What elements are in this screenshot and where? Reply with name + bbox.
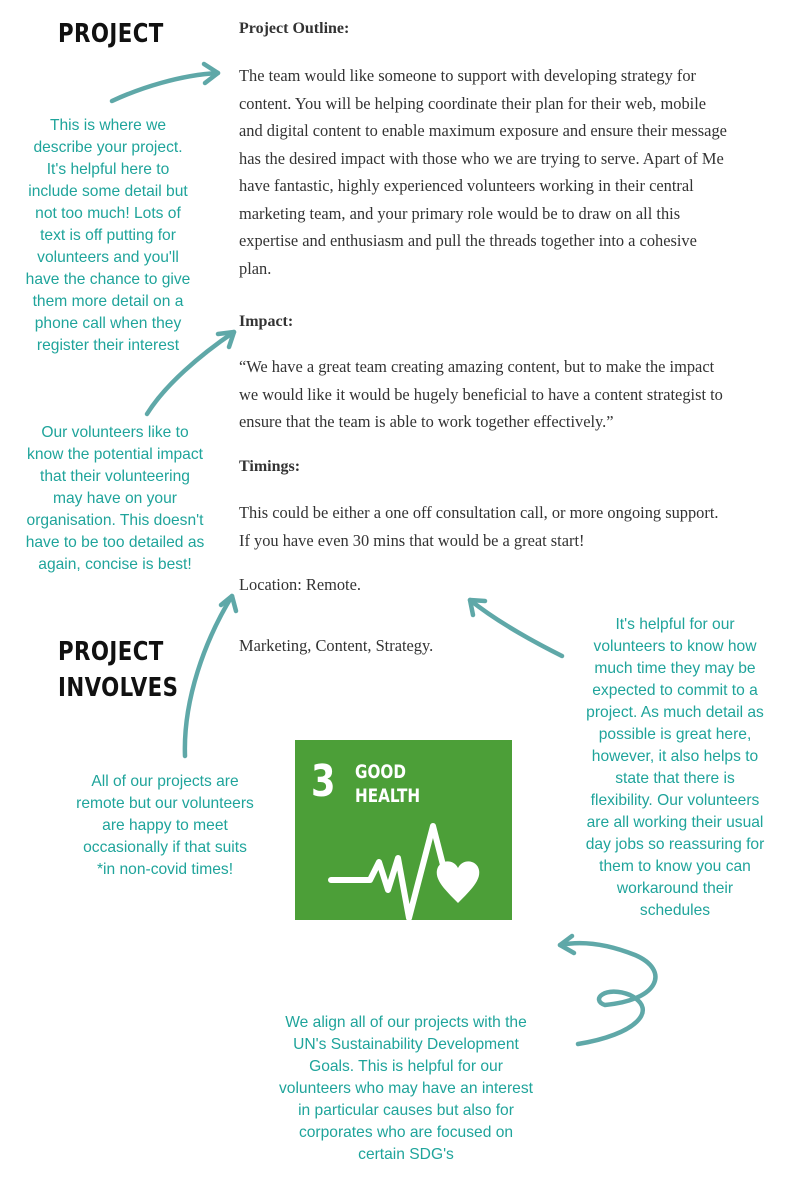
sdg-title: GOOD HEALTH	[355, 761, 421, 807]
note-line: certain SDG's	[358, 1146, 454, 1163]
note-line: that their volunteering	[40, 468, 190, 485]
note-line: volunteers to know how	[593, 638, 757, 655]
note-line: are all working their usual	[586, 814, 764, 831]
note-line: expected to commit to a	[592, 682, 758, 699]
note-line: flexibility. Our volunteers	[590, 792, 760, 809]
outline-line: expertise and enthusiasm and pull the threads together into a cohesive	[239, 231, 697, 250]
note-line: text is off putting for	[40, 227, 176, 244]
note-line: All of our projects are	[91, 773, 239, 790]
note-line: them to know you can	[599, 858, 751, 875]
note-line: schedules	[639, 902, 711, 919]
heading-project-involves-line1: PROJECT	[58, 637, 164, 667]
arrow-to-impact	[147, 332, 234, 414]
note-line: know the potential impact	[27, 446, 203, 463]
outline-line: marketing team, and your primary role would be to draw on all this	[239, 203, 681, 223]
note-line: organisation. This doesn't	[26, 512, 204, 529]
note-line: volunteers and you'll	[37, 249, 179, 266]
note-line: may have on your	[53, 490, 177, 507]
note-line: We align all of our projects with the	[285, 1014, 527, 1031]
note-line: occasionally if that suits	[83, 839, 247, 856]
note-line: This is where we	[49, 117, 167, 134]
outline-line: have fantastic, highly experienced volunteers working in their central	[239, 176, 694, 195]
outline-title: Project Outline:	[239, 20, 350, 37]
timings-line: If you have even 30 mins that would be a great start!	[239, 530, 585, 550]
arrow-to-sdg-badge	[560, 936, 655, 1044]
impact-title: Impact:	[239, 313, 294, 330]
note-line: however, it also helps to	[591, 748, 759, 765]
note-line: It's helpful here to	[46, 161, 170, 178]
note-line: in particular causes but also for	[298, 1102, 514, 1119]
note-line: Our volunteers like to	[41, 424, 189, 441]
note-line: not too much! Lots of	[35, 205, 181, 222]
heading-project-involves-line2: INVOLVES	[58, 673, 179, 703]
impact-line: ensure that the team is able to work together effectively.”	[239, 412, 614, 431]
note-line: It's helpful for our	[615, 616, 735, 633]
timings-line: This could be either a one off consultation call, or more ongoing support.	[239, 503, 719, 522]
note-line: include some detail but	[28, 183, 188, 200]
note-line: day jobs so reassuring for	[585, 836, 765, 853]
note-line: much time they may be	[594, 660, 756, 677]
note-line: have the chance to give	[25, 271, 191, 288]
outline-line: content. You will be helping coordinate their plan for their web, mobile	[239, 93, 707, 113]
involves-text: Marketing, Content, Strategy.	[239, 636, 434, 655]
arrow-to-location	[185, 596, 236, 756]
impact-line: “We have a great team creating amazing content, but to make the impact	[239, 357, 715, 376]
note-line: are happy to meet	[102, 817, 228, 834]
note-line: volunteers who may have an interest	[279, 1080, 533, 1097]
outline-line: and digital content to enable maximum exposure and ensure their message	[239, 121, 727, 140]
arrow-to-timings	[470, 600, 562, 656]
location-text: Location: Remote.	[239, 575, 361, 594]
note-line: possible is great here,	[598, 726, 752, 743]
note-line: remote but our volunteers	[76, 795, 254, 812]
note-line: phone call when they	[34, 315, 182, 332]
note-line: UN's Sustainability Development	[293, 1036, 519, 1053]
note-line: Goals. This is helpful for our	[309, 1058, 503, 1075]
note-line: project. As much detail as	[586, 704, 764, 721]
outline-line: has the desired impact with those who we are trying to serve. Apart of Me	[239, 148, 724, 168]
sdg-number: 3	[311, 756, 336, 807]
heading-project: PROJECT	[58, 19, 164, 49]
note-line: *in non-covid times!	[96, 861, 234, 878]
outline-line: plan.	[239, 258, 272, 278]
note-line: state that there is	[615, 770, 735, 787]
note-line: them more detail on a	[32, 293, 184, 310]
outline-line: The team would like someone to support with developing strategy for	[239, 66, 697, 85]
note-line: have to be too detailed as	[25, 534, 205, 551]
timings-title: Timings:	[239, 458, 301, 475]
impact-line: we would like it would be hugely beneficial to have a content strategist to	[239, 384, 723, 404]
note-line: register their interest	[36, 337, 180, 354]
note-line: again, concise is best!	[38, 556, 192, 573]
arrow-to-outline	[112, 64, 218, 101]
note-line: corporates who are focused on	[298, 1124, 514, 1141]
note-line: describe your project.	[33, 139, 183, 156]
note-line: workaround their	[616, 880, 734, 897]
